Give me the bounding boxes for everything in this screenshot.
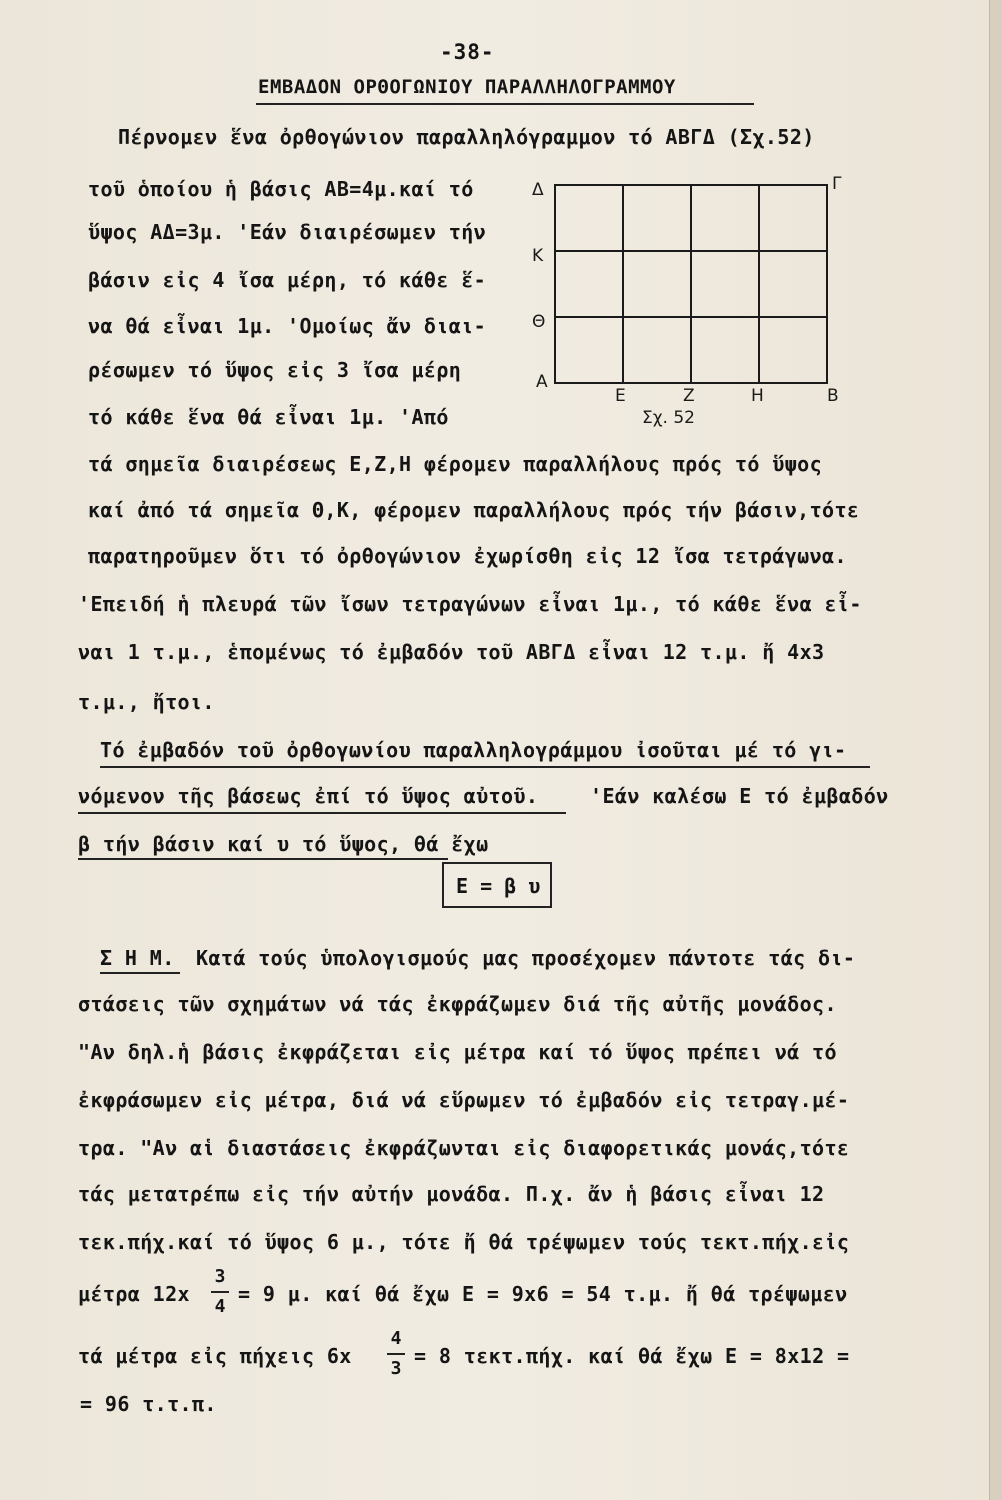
text-line: τάς μετατρέπω εἰς τήν αὐτήν μονάδα. Π.χ. ἄν ἡ βάσις εἶναι 12 <box>78 1182 825 1206</box>
fraction-numerator: 4 <box>390 1328 402 1349</box>
calc-suffix: = 9 μ. καί θά ἔχω Ε = 9x6 = 54 τ.μ. ἤ θά τρέψωμεν <box>238 1282 848 1306</box>
page-title: ΕΜΒΑΔΟΝ ΟΡΘΟΓΩΝΙΟΥ ΠΑΡΑΛΛΗΛΟΓΡΑΜΜΟΥ <box>258 76 676 98</box>
rule-line: Τό ἐμβαδόν τοῦ ὀρθογωνίου παραλληλογράμμου ἰσοῦται μέ τό γι- <box>100 738 847 762</box>
label-k: Κ <box>532 246 544 266</box>
label-g: Γ <box>832 174 842 194</box>
note-underline <box>100 972 180 974</box>
label-d: Δ <box>532 180 544 200</box>
text-line: 'Εάν καλέσω Ε τό ἐμβαδόν <box>590 784 889 808</box>
text-line: βάσιν εἰς 4 ἴσα μέρη, τό κάθε ἕ- <box>88 268 487 292</box>
label-h: Η <box>751 386 764 406</box>
text-line: τεκ.πήχ.καί τό ὕψος 6 μ., τότε ἤ θά τρέψωμεν τούς τεκτ.πήχ.εἰς <box>78 1230 850 1254</box>
rule-underline <box>78 812 566 814</box>
figure-caption: Σχ. 52 <box>642 408 696 428</box>
page-edge <box>989 0 1002 1500</box>
formula: Ε = β υ <box>456 874 541 898</box>
fraction-bar <box>211 1291 229 1293</box>
label-e: Ε <box>615 386 626 406</box>
fraction-denominator: 3 <box>390 1358 402 1379</box>
text-line: να θά εἶναι 1μ. 'Ομοίως ἄν διαι- <box>88 314 487 338</box>
text-line: = 96 τ.τ.π. <box>80 1392 217 1416</box>
rectangle-grid-figure <box>520 165 850 435</box>
fraction-bar <box>387 1353 405 1355</box>
note-label: Σ Η Μ. <box>100 946 175 970</box>
calc-prefix: μέτρα 12x <box>78 1282 190 1306</box>
text-line: ὕψος ΑΔ=3μ. 'Εάν διαιρέσωμεν τήν <box>88 220 487 244</box>
text-line: τό κάθε ἕνα θά εἶναι 1μ. 'Από <box>88 405 449 429</box>
text-line: Πέρνομεν ἕνα ὀρθογώνιον παραλληλόγραμμον τό ΑΒΓΔ (Σχ.52) <box>118 125 815 149</box>
page-number: -38- <box>440 40 495 64</box>
text-line: παρατηροῦμεν ὅτι τό ὀρθογώνιον ἐχωρίσθη εἰς 12 ἴσα τετράγωνα. <box>88 544 847 568</box>
rule-line: νόμενον τῆς βάσεως ἐπί τό ὕψος αὐτοῦ. <box>78 784 539 808</box>
calc-suffix: = 8 τεκτ.πήχ. καί θά ἔχω Ε = 8x12 = <box>414 1344 850 1368</box>
text-line: 'Επειδή ἡ πλευρά τῶν ἴσων τετραγώνων εἶναι 1μ., τό κάθε ἕνα εἶ- <box>78 592 862 616</box>
rule-underline <box>100 766 870 768</box>
fraction-numerator: 3 <box>214 1266 226 1287</box>
label-z: Ζ <box>683 386 695 406</box>
text-line: τοῦ ὁποίου ἡ βάσις ΑΒ=4μ.καί τό <box>88 177 474 201</box>
text-line: Κατά τούς ὑπολογισμούς μας προσέχομεν πάντοτε τάς δι- <box>196 946 856 970</box>
text-line: "Αν δηλ.ἡ βάσις ἐκφράζεται εἰς μέτρα καί τό ὕψος πρέπει νά τό <box>78 1040 837 1064</box>
text-line: ναι 1 τ.μ., ἑπομένως τό ἐμβαδόν τοῦ ΑΒΓΔ εἶναι 12 τ.μ. ἤ 4x3 <box>78 640 825 664</box>
calc-prefix: τά μέτρα εἰς πήχεις 6x <box>78 1344 352 1368</box>
title-underline <box>256 103 754 105</box>
rule-underline <box>78 858 448 860</box>
text-line: τρα. "Αν αἱ διαστάσεις ἐκφράζωνται εἰς διαφορετικάς μονάς,τότε <box>78 1136 850 1160</box>
text-line: ἐκφράσωμεν εἰς μέτρα, διά νά εὕρωμεν τό ἐμβαδόν εἰς τετραγ.μέ- <box>78 1088 850 1112</box>
label-a: Α <box>536 372 548 392</box>
text-line: στάσεις τῶν σχημάτων νά τάς ἐκφράζωμεν διά τῆς αὐτῆς μονάδος. <box>78 992 837 1016</box>
text-line: β τήν βάσιν καί υ τό ὕψος, θά ἔχω <box>78 832 489 856</box>
label-b: Β <box>827 386 839 406</box>
text-line: ρέσωμεν τό ὕψος εἰς 3 ἴσα μέρη <box>88 358 462 382</box>
label-th: Θ <box>532 312 546 332</box>
text-line: τά σημεῖα διαιρέσεως Ε,Ζ,Η φέρομεν παραλλήλους πρός τό ὕψος <box>88 452 823 476</box>
text-line: τ.μ., ἤτοι. <box>78 690 215 714</box>
text-line: καί ἀπό τά σημεῖα Θ,Κ, φέρομεν παραλλήλους πρός τήν βάσιν,τότε <box>88 498 860 522</box>
fraction-denominator: 4 <box>214 1296 226 1317</box>
